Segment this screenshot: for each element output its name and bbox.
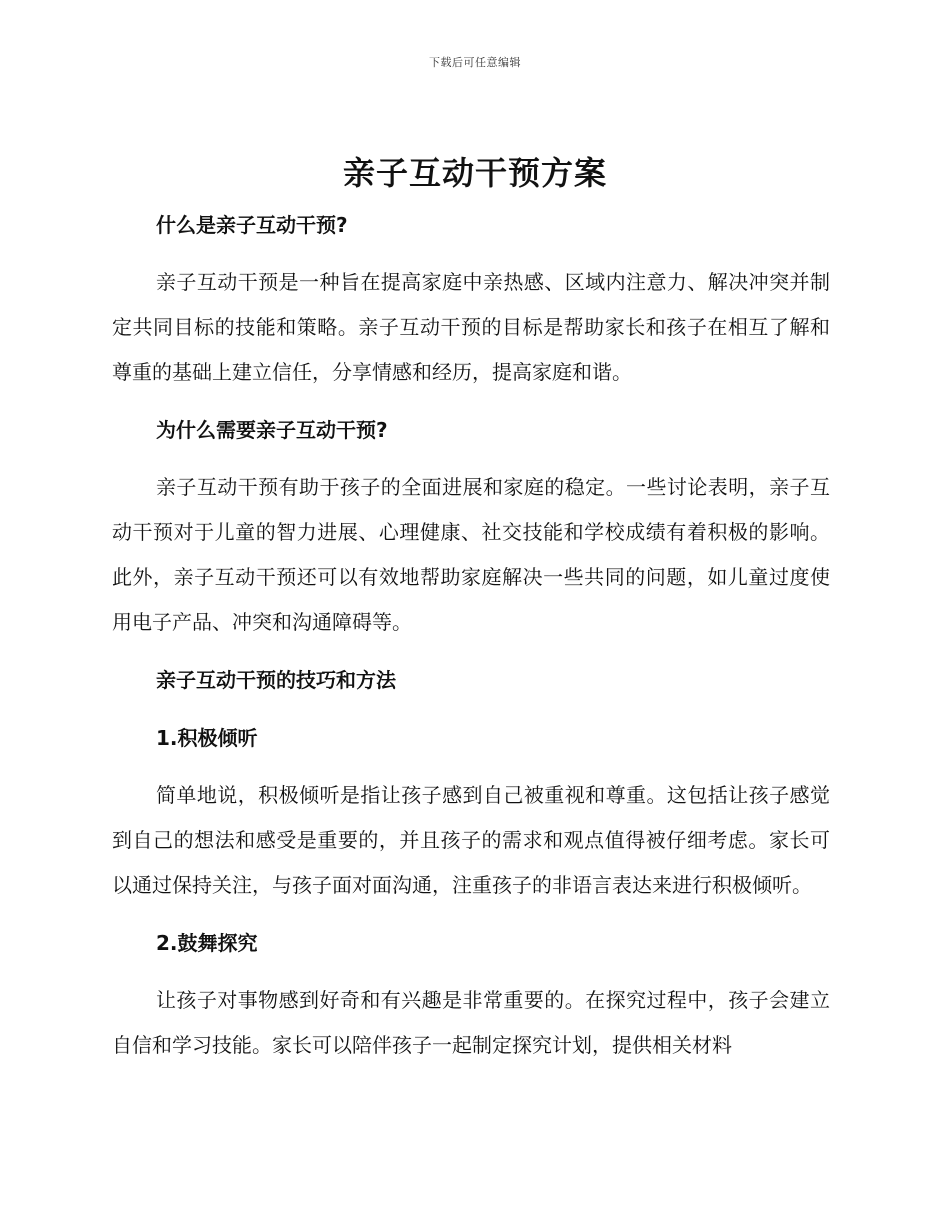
- section-paragraph-why: 亲子互动干预有助于孩子的全面进展和家庭的稳定。一些讨论表明，亲子互动干预对于儿童的智力进展、心理健康、社交技能和学校成绩有着积极的影响。此外，亲子互动干预还可以有效地帮助家庭解决一些共同的问题，如儿童过度使用电子产品、冲突和沟通障碍等。: [112, 475, 830, 634]
- section-heading-what: 什么是亲子互动干预?: [156, 213, 348, 237]
- subsection-heading-listening: 1.积极倾听: [156, 726, 258, 750]
- subsection-paragraph-listening: 简单地说，积极倾听是指让孩子感到自己被重视和尊重。这包括让孩子感觉到自己的想法和感受是重要的，并且孩子的需求和观点值得被仔细考虑。家长可以通过保持关注，与孩子面对面沟通，注重孩子的非语言表达来进行积极倾听。: [112, 783, 830, 897]
- section-paragraph-what: 亲子互动干预是一种旨在提高家庭中亲热感、区域内注意力、解决冲突并制定共同目标的技能和策略。亲子互动干预的目标是帮助家长和孩子在相互了解和尊重的基础上建立信任，分享情感和经历，提高家庭和谐。: [112, 270, 830, 384]
- subsection-heading-explore: 2.鼓舞探究: [156, 931, 258, 955]
- section-heading-why: 为什么需要亲子互动干预?: [156, 418, 388, 442]
- page-title: 亲子互动干预方案: [342, 154, 607, 192]
- section-heading-methods: 亲子互动干预的技巧和方法: [156, 668, 396, 692]
- subsection-paragraph-explore: 让孩子对事物感到好奇和有兴趣是非常重要的。在探究过程中，孩子会建立自信和学习技能。家长可以陪伴孩子一起制定探究计划，提供相关材料: [112, 988, 830, 1057]
- document-body: [112, 202, 830, 1080]
- header-note: 下载后可任意编辑: [429, 56, 521, 69]
